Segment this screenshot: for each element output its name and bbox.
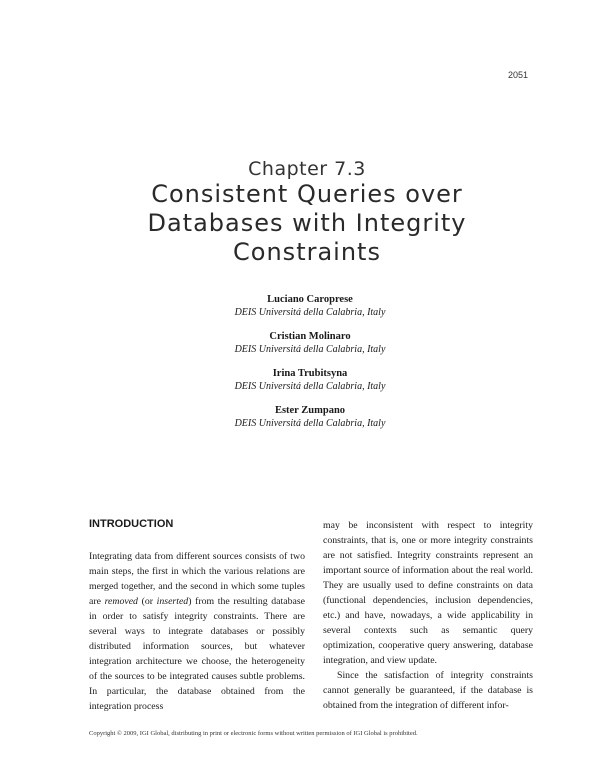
author-block — [150, 367, 470, 393]
author-affiliation: DEIS Universitá della Calabria, Italy — [234, 307, 386, 318]
text-run: Integrating data from different sources consists of two main steps, the first in which the various relations are merged together, and the second in which some tuples are — [89, 551, 305, 607]
author-affiliation: DEIS Universitá della Calabria, Italy — [234, 381, 386, 392]
right-column — [323, 518, 533, 713]
intro-paragraph — [89, 549, 305, 714]
chapter-title — [0, 180, 600, 267]
author-affiliation: DEIS Universitá della Calabria, Italy — [234, 418, 386, 429]
section-heading: INTRODUCTION — [89, 518, 174, 530]
paragraph: Since the satisfaction of integrity constraints cannot generally be guaranteed, if the database is obtained from the integration of different infor- — [323, 670, 533, 711]
copyright-notice: Copyright © 2009, IGI Global, distributing in print or electronic forms without written permission of IGI Global is prohibited. — [89, 730, 418, 737]
chapter-title-line: Consistent Queries over — [151, 180, 463, 208]
page-number: 2051 — [507, 70, 528, 80]
author-affiliation: DEIS Universitá della Calabria, Italy — [234, 344, 386, 355]
emphasis-removed: removed — [104, 596, 138, 607]
author-block — [150, 330, 470, 356]
chapter-label: Chapter 7.3 — [248, 158, 366, 180]
author-name: Cristian Molinaro — [269, 331, 351, 342]
text-run: ) from the resulting database in order to satisfy integrity constraints. There are several ways to integrate databases or possibly distributed information sources, but whatever integration architecture we choose, the heterogeneity of the sources to be integrated causes subtle problems. In particular, the database obtained from the integration process — [89, 596, 305, 712]
text-run: (or — [137, 596, 157, 607]
emphasis-inserted: inserted — [156, 596, 189, 607]
continued-paragraph: may be inconsistent with respect to integrity constraints, that is, one or more integrity constraints are not satisfied. Integrity constraints represent an important source of information about the real world. They are usually used to define constraints on data (functional dependencies, inclusion dependencies, etc.) and have, nowadays, a wide applicability in several contexts such as semantic query optimization, cooperative query answering, database integration, and view update. — [323, 520, 533, 666]
author-name: Irina Trubitsyna — [272, 368, 348, 379]
chapter-title-line: Constraints — [233, 238, 381, 266]
author-block — [150, 404, 470, 430]
left-column — [89, 518, 305, 714]
chapter-title-line: Databases with Integrity — [147, 209, 467, 237]
author-block — [150, 293, 470, 319]
author-name: Ester Zumpano — [274, 405, 346, 416]
author-list — [150, 293, 470, 441]
author-name: Luciano Caroprese — [267, 294, 353, 305]
